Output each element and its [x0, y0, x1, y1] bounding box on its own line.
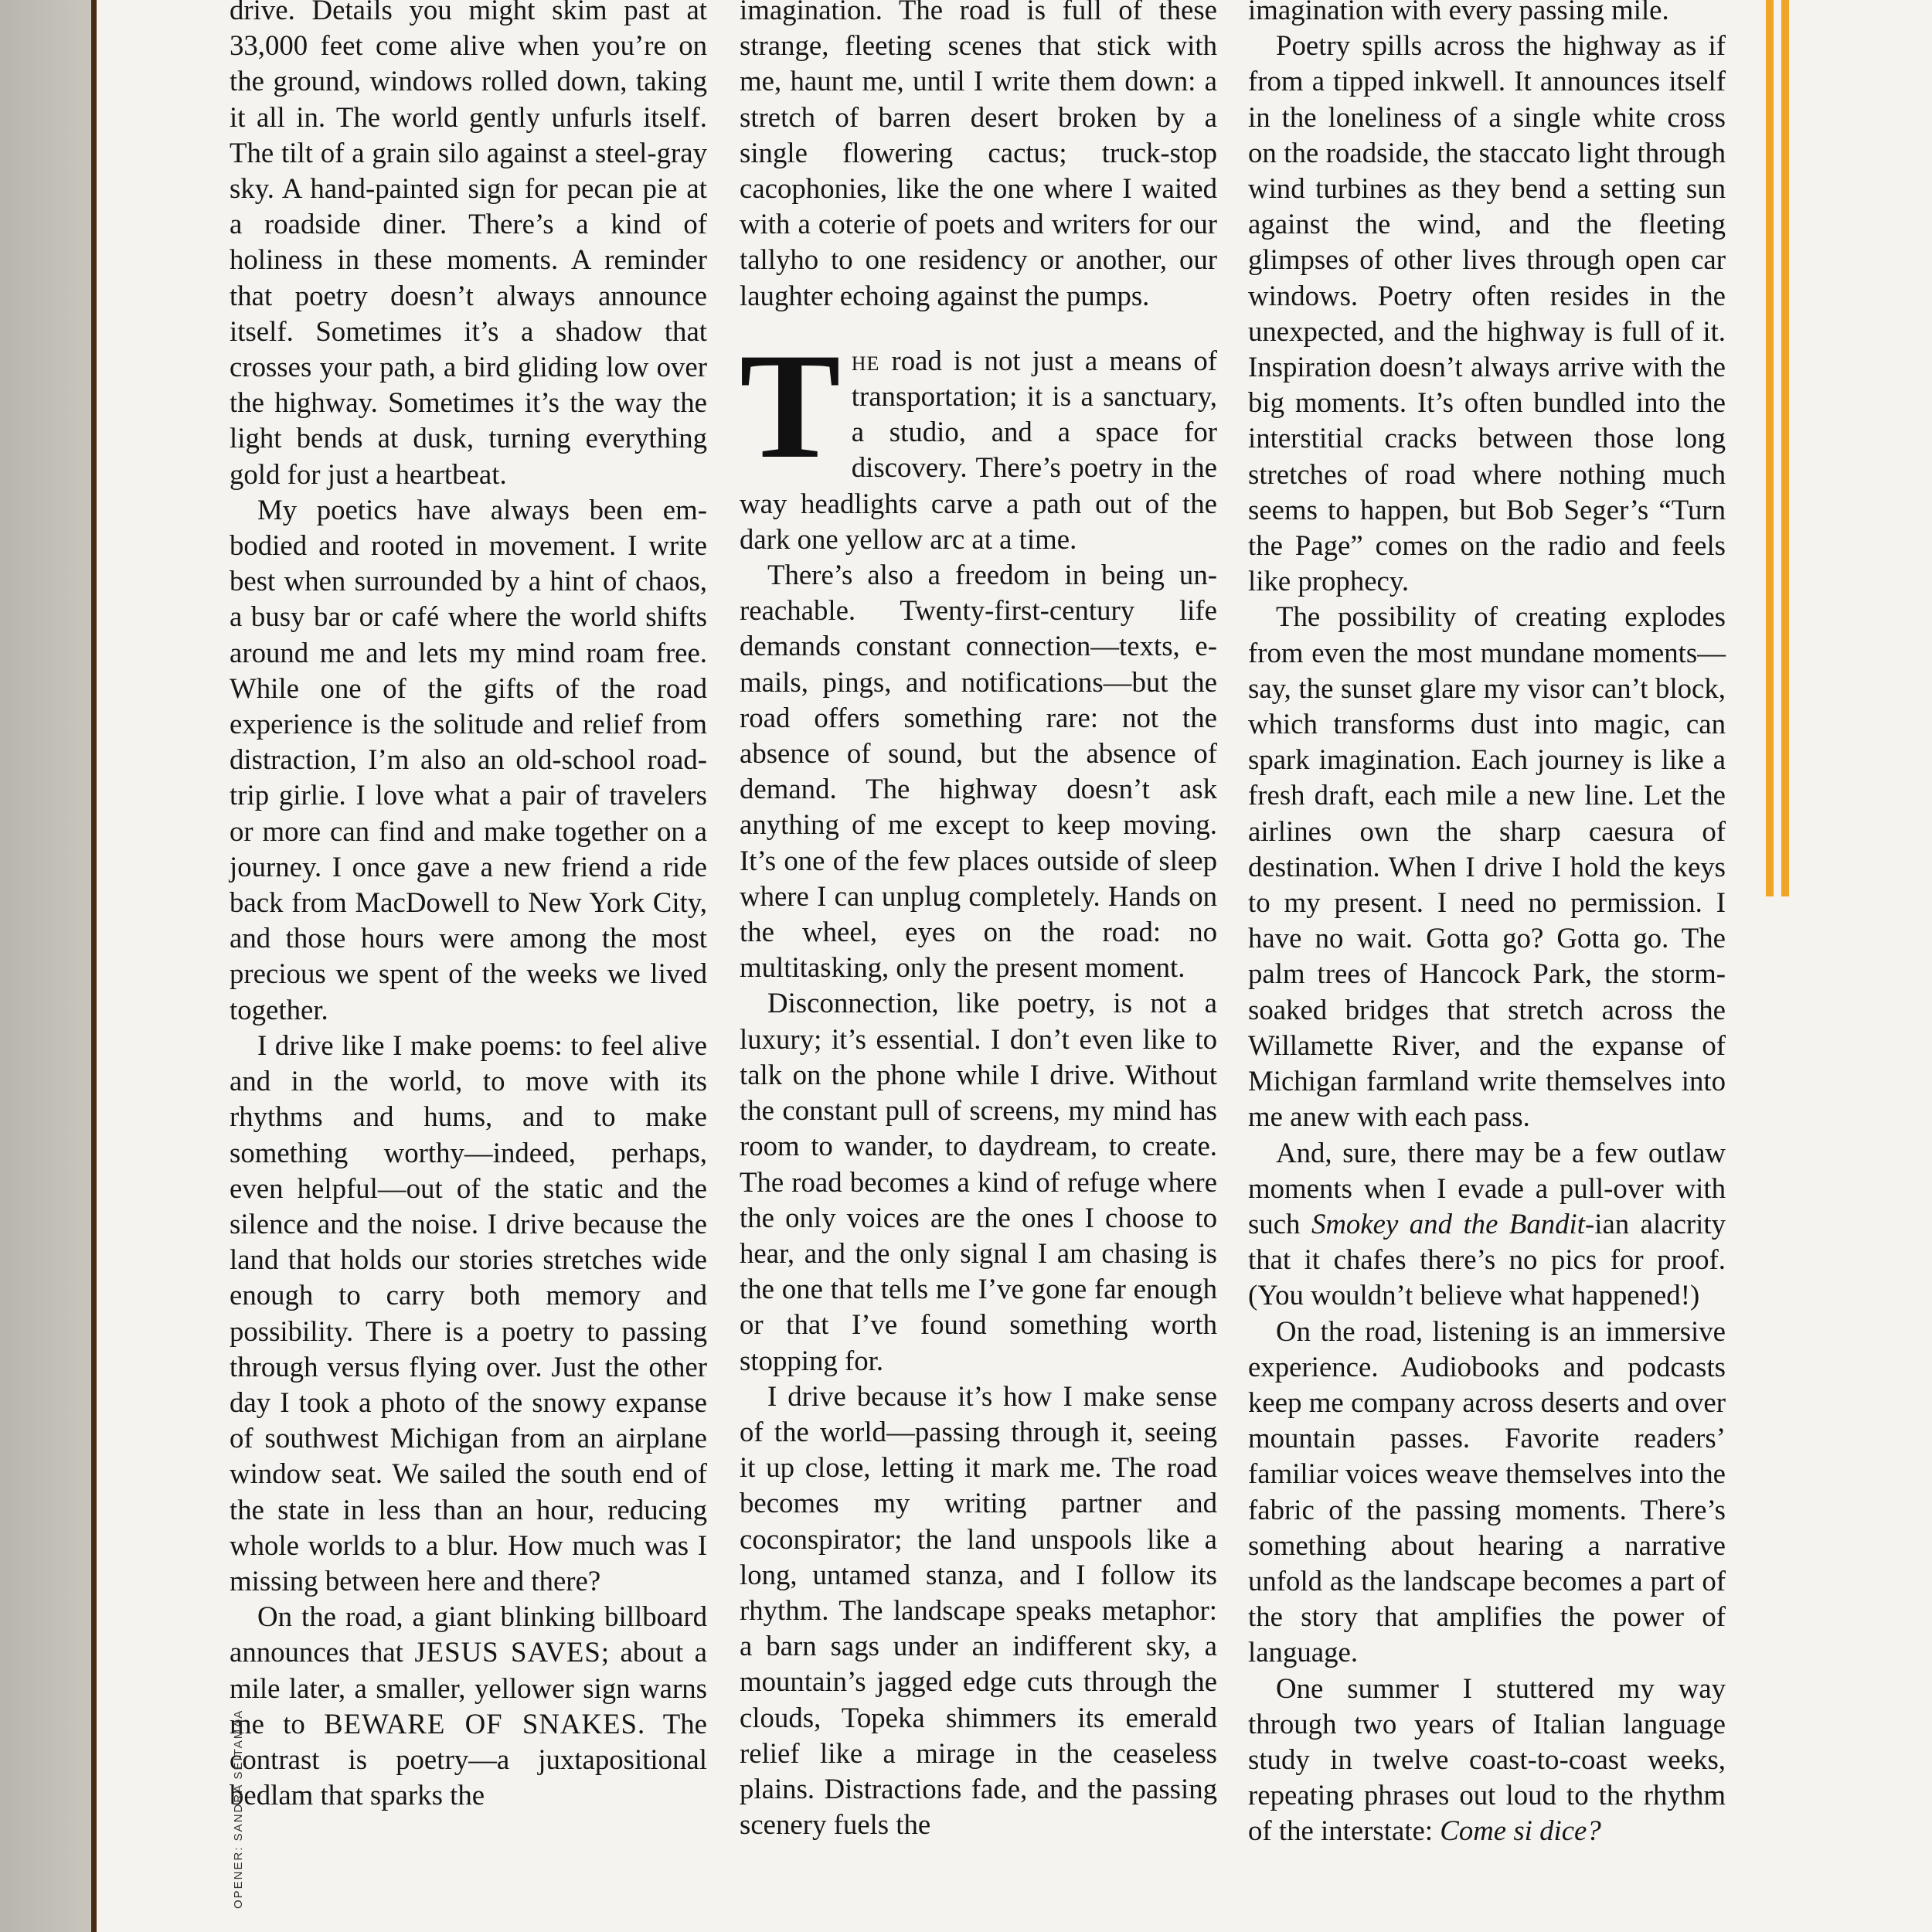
paragraph: My poetics have always been embodied and rooted in movement. I write best when surrounded by a hint of chaos, a busy bar or café where the world shifts around me and lets my mind roam free. While one of the gifts of the road experience is the solitude and relief from distraction, I’m also an old-school road-trip girlie. I love what a pair of travelers or more can find and make together on a journey. I once gave a new friend a ride back from MacDowell to New York City, and those hours were among the most precious we spent of the weeks we lived together.	[230, 493, 707, 1026]
photo-credit: OPENER: SANDRA SEITAMAA	[232, 1709, 245, 1909]
sign-text: BEWARE OF SNAKES	[324, 1707, 638, 1740]
paragraph: imagination with every passing mile.	[1248, 0, 1669, 26]
drop-cap: T	[740, 321, 841, 490]
accent-stripe	[1781, 0, 1789, 896]
accent-stripe	[1766, 0, 1774, 896]
paragraph: On the road, listening is an immersive experience. Audiobooks and podcasts keep me company across deserts and over mountain passes. Favorite readers’ familiar voices weave themselves into the fabric of the passing moments. There’s something about hearing a narrative unfold as the landscape becomes a part of the story that amplifies the power of language.	[1248, 1315, 1726, 1668]
film-title: Smokey and the Bandit	[1311, 1207, 1585, 1240]
text-run: -ian alacrity that it chafes there’s no pics for proof. (You wouldn’t believe what happened!)	[1248, 1207, 1726, 1311]
section-opening-paragraph	[740, 321, 1217, 557]
text-column-1	[230, 0, 707, 1813]
text-run: ; about a mile later, a smaller, yellower sign warns me to	[230, 1636, 707, 1740]
text-run: . The contrast is poetry—a juxtapositional bedlam that sparks the	[230, 1707, 707, 1811]
paragraph	[1248, 1135, 1726, 1314]
paragraph	[230, 1599, 707, 1813]
italian-phrase: Come si dice?	[1440, 1815, 1601, 1847]
paragraph: drive. Details you might skim past at 33,000 feet come alive when you’re on the ground, windows rolled down, taking it all in. The world gently unfurls itself. The tilt of a grain silo against a steel-gray sky. A hand-painted sign for pecan pie at a roadside diner. There’s a kind of holiness in these moments. A reminder that poetry doesn’t always announce itself. Sometimes it’s a shadow that crosses your path, a bird gliding low over the highway. Sometimes it’s the way the light bends at dusk, turning everything gold for just a heartbeat.	[230, 0, 707, 490]
text-column-3	[1248, 0, 1726, 1849]
paragraph	[1248, 1671, 1726, 1849]
paragraph: Disconnection, like poetry, is not a luxury; it’s essential. I don’t even like to talk on the phone while I drive. Without the constant pull of screens, my mind has room to wander, to daydream, to create. The road becomes a kind of refuge where the only voices are the ones I choose to hear, and the only signal I am chasing is the one that tells me I’ve gone far enough or that I’ve found something worth stopping for.	[740, 987, 1217, 1376]
paragraph: I drive like I make poems: to feel alive and in the world, to move with its rhythms and hums, and to make something worthy—indeed, perhaps, even helpful—out of the static and the silence and the noise. I drive because the land that holds our stories stretches wide enough to carry both memory and possibility. There is a poetry to passing through versus flying over. Just the other day I took a photo of the snowy expanse of southwest Michigan from an airplane window seat. We sailed the south end of the state in less than an hour, reducing whole worlds to a blur. How much was I missing between here and there?	[230, 1029, 707, 1597]
paragraph: Poetry spills across the highway as if from a tipped inkwell. It announces itself in the loneliness of a single white cross on the roadside, the staccato light through wind turbines as they bend a setting sun against the wind, and the fleeting glimpses of other lives through open car windows. Poetry often resides in the unexpected, and the highway is full of it. Inspiration doesn’t always arrive with the big moments. It’s often bundled into the interstitial cracks between those long stretches of road where nothing much seems to happen, but Bob Seger’s “Turn the Page” comes on the radio and feels like prophecy.	[1248, 29, 1726, 597]
magazine-page	[91, 0, 1932, 1932]
text-run: On the road, a giant blinking billboard announces that	[230, 1600, 707, 1668]
text-run: road is not just a means of transportation; it is a sanctuary, a studio, and a space for discovery. There’s poetry in the way headlights carve a path out of the dark one yellow arc at a time.	[740, 344, 1217, 555]
text-column-2	[740, 0, 1217, 1842]
paragraph: imagination. The road is full of these strange, fleeting scenes that stick with me, haunt me, until I write them down: a stretch of barren desert broken by a single flowering cactus; truck-stop cacophonies, like the one where I waited with a coterie of poets and writers for our tallyho to one residency or another, our laughter echoing against the pumps.	[740, 0, 1217, 311]
text-run: And, sure, there may be a few outlaw moments when I evade a pull-over with such	[1248, 1136, 1726, 1240]
paragraph: The possibility of creating explodes from even the most mundane moments—say, the sunset glare my visor can’t block, which transforms dust into magic, can spark imagination. Each journey is like a fresh draft, each mile a new line. Let the airlines own the sharp caesura of destination. When I drive I hold the keys to my present. I need no permission. I have no wait. Gotta go? Gotta go. The palm trees of Hancock Park, the storm-soaked bridges that stretch across the Willamette River, and the expanse of Michigan farmland write themselves into me anew with each pass.	[1248, 600, 1726, 1133]
paragraph: I drive because it’s how I make sense of the world—passing through it, seeing it up close, letting it mark me. The road becomes my writing partner and coconspirator; the land unspools like a long, untamed stanza, and I follow its rhythm. The landscape speaks metaphor: a barn sags under an indifferent sky, a mountain’s jagged edge cuts through the clouds, Topeka shimmers its emerald relief like a mirage in the ceaseless plains. Distractions fade, and the passing scenery fuels the	[740, 1379, 1217, 1841]
torn-paper-edge	[0, 0, 99, 1932]
lead-in: he	[851, 344, 880, 376]
paragraph: There’s also a freedom in being unreachable. Twenty-first-century life demands constant connection—texts, e-mails, pings, and notifications—but the road offers something rare: not the absence of sound, but the absence of demand. The highway doesn’t ask anything of me except to keep moving. It’s one of the few places outside of sleep where I can unplug completely. Hands on the wheel, eyes on the road: no multitasking, only the present moment.	[740, 559, 1217, 984]
text-run: One summer I stuttered my way through two years of Italian language study in twelve coast-to-coast weeks, repeating phrases out loud to the rhythm of the interstate:	[1248, 1672, 1726, 1847]
sign-text: JESUS SAVES	[414, 1636, 601, 1668]
